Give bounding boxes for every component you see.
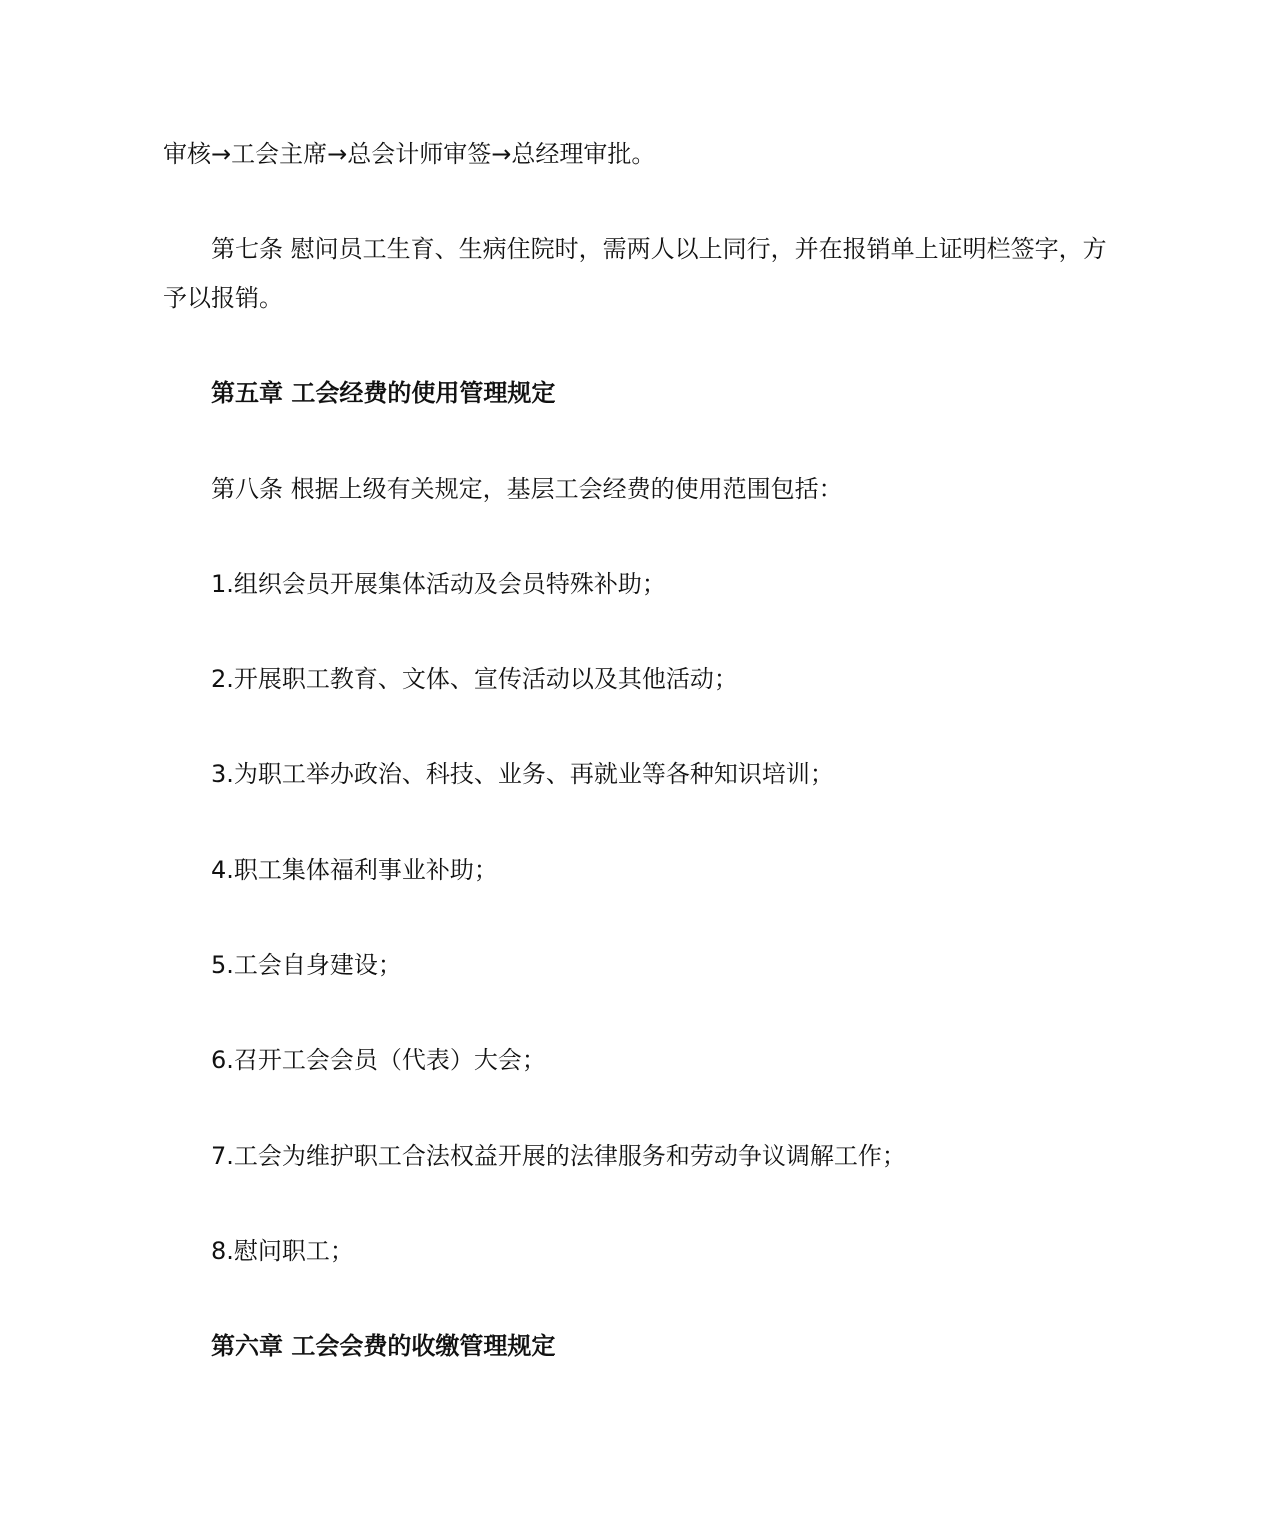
approval-flow-continuation: 审核→工会主席→总会计师审签→总经理审批。 [163, 140, 656, 168]
chapter-5-heading: 第五章 工会经费的使用管理规定 [211, 379, 556, 407]
article-7-line-2: 予以报销。 [163, 284, 283, 312]
usage-item-2: 2.开展职工教育、文体、宣传活动以及其他活动； [211, 665, 738, 693]
usage-item-6: 6.召开工会会员（代表）大会； [211, 1046, 546, 1074]
usage-item-3: 3.为职工举办政治、科技、业务、再就业等各种知识培训； [211, 760, 834, 788]
usage-item-5: 5.工会自身建设； [211, 951, 402, 979]
article-8-intro: 第八条 根据上级有关规定，基层工会经费的使用范围包括： [211, 475, 843, 503]
usage-item-1: 1.组织会员开展集体活动及会员特殊补助； [211, 570, 666, 598]
usage-item-4: 4.职工集体福利事业补助； [211, 856, 498, 884]
chapter-6-heading: 第六章 工会会费的收缴管理规定 [211, 1332, 556, 1360]
usage-item-8: 8.慰问职工； [211, 1237, 354, 1265]
usage-item-7: 7.工会为维护职工合法权益开展的法律服务和劳动争议调解工作； [211, 1142, 906, 1170]
article-7-line-1: 第七条 慰问员工生育、生病住院时，需两人以上同行，并在报销单上证明栏签字，方 [211, 235, 1107, 263]
